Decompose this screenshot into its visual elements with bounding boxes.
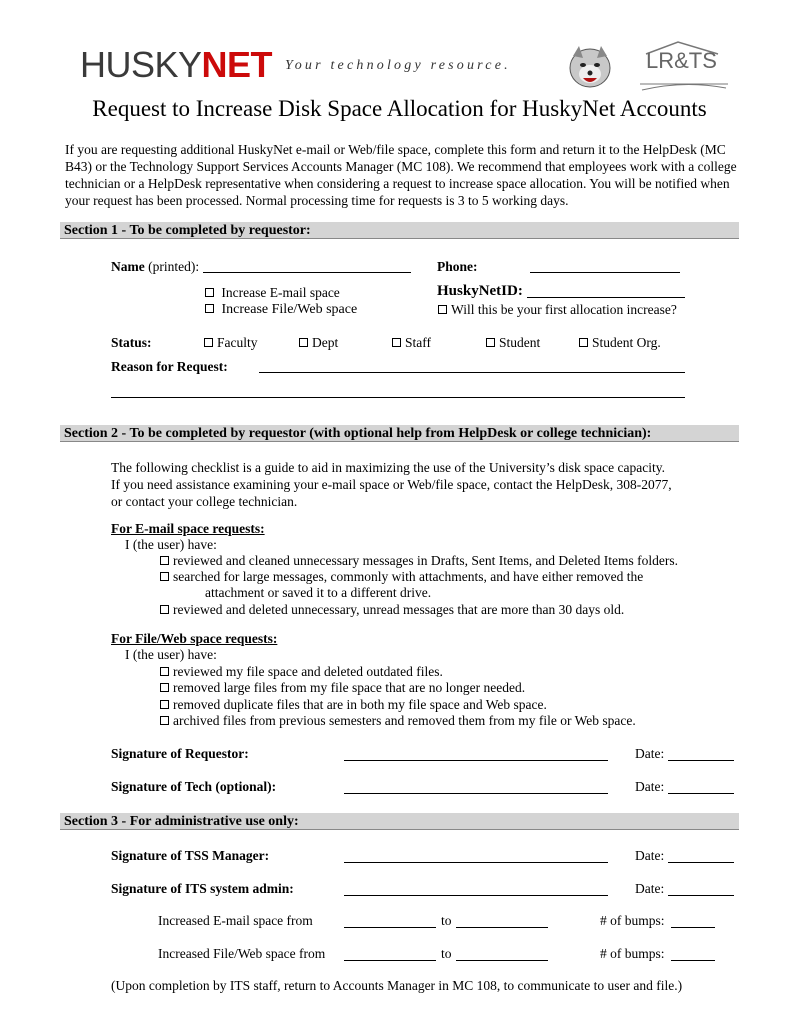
email-item-2-label: searched for large messages, commonly with attachments, and have either removed the bbox=[173, 569, 644, 584]
reason-label: Reason for Request: bbox=[111, 359, 228, 374]
increase-email-option bbox=[205, 285, 340, 301]
email-item-3-checkbox[interactable] bbox=[160, 605, 169, 614]
sig-tss-date-field[interactable] bbox=[668, 862, 734, 863]
increase-email-checkbox[interactable] bbox=[205, 288, 214, 297]
sig-its-field[interactable] bbox=[344, 895, 608, 896]
first-increase-option bbox=[438, 302, 677, 318]
status-student-org-label: Student Org. bbox=[592, 335, 661, 350]
inc-file-to-field[interactable] bbox=[456, 960, 548, 961]
inc-file-bumps-label: # of bumps: bbox=[600, 946, 665, 961]
lrts-text: LR&TS bbox=[646, 48, 717, 73]
sig-its-date-field[interactable] bbox=[668, 895, 734, 896]
email-requests-heading: For E-mail space requests: bbox=[111, 521, 265, 536]
file-item-1-checkbox[interactable] bbox=[160, 667, 169, 676]
file-item-3-checkbox[interactable] bbox=[160, 700, 169, 709]
huskynetid-field[interactable] bbox=[527, 297, 685, 298]
sig-tss-date-label: Date: bbox=[635, 848, 665, 863]
status-faculty-checkbox[interactable] bbox=[204, 338, 213, 347]
sig-its-label: Signature of ITS system admin: bbox=[111, 881, 294, 896]
file-item-3 bbox=[160, 697, 547, 713]
file-item-4-label: archived files from previous semesters and removed them from my file or Web space. bbox=[173, 713, 636, 728]
inc-file-bumps-field[interactable] bbox=[671, 960, 715, 961]
sig-tss-field[interactable] bbox=[344, 862, 608, 863]
status-student bbox=[486, 335, 540, 351]
sig-tss-label: Signature of TSS Manager: bbox=[111, 848, 270, 863]
email-item-3-label: reviewed and deleted unnecessary, unread messages that are more than 30 days old. bbox=[173, 602, 625, 617]
status-staff-label: Staff bbox=[405, 335, 431, 350]
name-label-bold: Name bbox=[111, 259, 145, 274]
name-label bbox=[111, 259, 199, 275]
inc-email-label: Increased E-mail space from bbox=[158, 913, 313, 928]
file-item-1-label: reviewed my file space and deleted outdated files. bbox=[173, 664, 443, 679]
file-item-4 bbox=[160, 713, 636, 729]
file-item-2-checkbox[interactable] bbox=[160, 683, 169, 692]
status-dept-label: Dept bbox=[312, 335, 339, 350]
email-item-2-cont: attachment or saved it to a different drive. bbox=[205, 585, 432, 600]
file-item-4-checkbox[interactable] bbox=[160, 716, 169, 725]
status-dept-checkbox[interactable] bbox=[299, 338, 308, 347]
section2-heading: Section 2 - To be completed by requestor (with optional help from HelpDesk or college technician): bbox=[60, 425, 739, 442]
inc-email-bumps-field[interactable] bbox=[671, 927, 715, 928]
first-increase-checkbox[interactable] bbox=[438, 305, 447, 314]
inc-file-from-field[interactable] bbox=[344, 960, 436, 961]
status-faculty-label: Faculty bbox=[217, 335, 258, 350]
intro-paragraph: If you are requesting additional HuskyNet e-mail or Web/file space, complete this form and return it to the HelpDesk (MC B43) or the Technology Support Services Accounts Manager (MC 108). We recommend that employees work with a college technician or a HelpDesk representative when considering a request to increase space allocation. You will be notified when your request has been processed. Normal processing time for requests is 3 to 5 working days. bbox=[65, 142, 737, 208]
tagline: Your technology resource. bbox=[285, 58, 511, 73]
sig-tech-field[interactable] bbox=[344, 793, 608, 794]
sig-its-date-label: Date: bbox=[635, 881, 665, 896]
huskynetid-label: HuskyNetID: bbox=[437, 283, 523, 299]
status-dept bbox=[299, 335, 338, 351]
inc-email-from-field[interactable] bbox=[344, 927, 436, 928]
increase-file-option bbox=[205, 302, 357, 318]
logo-husky-text: HUSKY bbox=[80, 44, 202, 85]
guide-line-1: The following checklist is a guide to aid in maximizing the use of the University’s disk space capacity. bbox=[111, 460, 665, 475]
inc-file-to-label: to bbox=[441, 946, 452, 961]
file-item-1 bbox=[160, 664, 443, 680]
footer-note: (Upon completion by ITS staff, return to Accounts Manager in MC 108, to communicate to user and file.) bbox=[111, 978, 683, 993]
name-label-suffix: (printed): bbox=[148, 259, 200, 274]
section1-heading: Section 1 - To be completed by requestor: bbox=[60, 222, 739, 239]
email-item-3 bbox=[160, 602, 624, 618]
inc-file-label: Increased File/Web space from bbox=[158, 946, 326, 961]
email-item-2 bbox=[160, 569, 643, 585]
status-student-org bbox=[579, 335, 661, 351]
file-item-2 bbox=[160, 680, 525, 696]
husky-mascot-icon bbox=[565, 44, 615, 90]
sig-tech-label: Signature of Tech (optional): bbox=[111, 779, 277, 794]
email-user-have: I (the user) have: bbox=[125, 537, 217, 552]
guide-line-2: If you need assistance examining your e-mail space or Web/file space, contact the HelpDesk, 308-2077, bbox=[111, 477, 672, 492]
increase-email-label: Increase E-mail space bbox=[221, 285, 340, 300]
guide-line-3: or contact your college technician. bbox=[111, 494, 298, 509]
status-faculty bbox=[204, 335, 258, 351]
inc-email-bumps-label: # of bumps: bbox=[600, 913, 665, 928]
increase-file-label: Increase File/Web space bbox=[221, 302, 358, 317]
email-item-1 bbox=[160, 553, 678, 569]
file-requests-heading: For File/Web space requests: bbox=[111, 631, 278, 646]
lrts-logo bbox=[638, 40, 730, 92]
reason-field-line1[interactable] bbox=[259, 372, 685, 373]
sig-requestor-label: Signature of Requestor: bbox=[111, 746, 249, 761]
sig-tech-date-label: Date: bbox=[635, 779, 665, 794]
status-staff-checkbox[interactable] bbox=[392, 338, 401, 347]
phone-label: Phone: bbox=[437, 259, 478, 274]
sig-requestor-field[interactable] bbox=[344, 760, 608, 761]
file-user-have: I (the user) have: bbox=[125, 647, 217, 662]
first-increase-label: Will this be your first allocation increase? bbox=[451, 302, 677, 317]
status-label: Status: bbox=[111, 335, 152, 350]
phone-field[interactable] bbox=[530, 272, 680, 273]
sig-tech-date-field[interactable] bbox=[668, 793, 734, 794]
page-title: Request to Increase Disk Space Allocation for HuskyNet Accounts bbox=[92, 96, 707, 121]
email-item-1-label: reviewed and cleaned unnecessary messages in Drafts, Sent Items, and Deleted Items folders. bbox=[173, 553, 678, 568]
file-item-2-label: removed large files from my file space that are no longer needed. bbox=[173, 680, 526, 695]
guide-text bbox=[111, 459, 672, 510]
increase-file-checkbox[interactable] bbox=[205, 304, 214, 313]
inc-email-to-label: to bbox=[441, 913, 452, 928]
status-student-checkbox[interactable] bbox=[486, 338, 495, 347]
logo-net-text: NET bbox=[201, 44, 273, 85]
status-student-label: Student bbox=[499, 335, 541, 350]
email-item-2-checkbox[interactable] bbox=[160, 572, 169, 581]
section3-heading: Section 3 - For administrative use only: bbox=[60, 813, 739, 830]
status-student-org-checkbox[interactable] bbox=[579, 338, 588, 347]
inc-email-to-field[interactable] bbox=[456, 927, 548, 928]
name-field[interactable] bbox=[203, 272, 411, 273]
reason-field-line2[interactable] bbox=[111, 397, 685, 398]
sig-requestor-date-label: Date: bbox=[635, 746, 665, 761]
file-item-3-label: removed duplicate files that are in both my file space and Web space. bbox=[173, 697, 547, 712]
status-staff bbox=[392, 335, 431, 351]
email-item-1-checkbox[interactable] bbox=[160, 556, 169, 565]
sig-requestor-date-field[interactable] bbox=[668, 760, 734, 761]
huskynet-logo bbox=[80, 44, 272, 86]
